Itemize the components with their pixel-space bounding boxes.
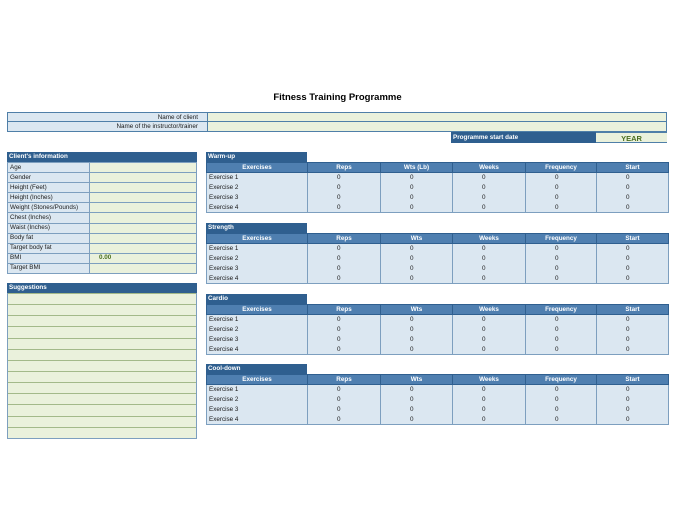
weeks-cell[interactable]: 0 (453, 415, 526, 425)
client-info-value-input[interactable] (90, 173, 197, 183)
column-header-reps: Reps (308, 305, 381, 315)
frequency-cell[interactable]: 0 (526, 274, 597, 284)
weeks-cell[interactable]: 0 (453, 335, 526, 345)
client-info-row (8, 253, 197, 263)
programme-start-label: Programme start date (451, 132, 596, 143)
column-header-frequency: Frequency (526, 375, 597, 385)
frequency-cell[interactable]: 0 (526, 335, 597, 345)
reps-cell[interactable]: 0 (308, 173, 381, 183)
strength-table (206, 233, 669, 284)
client-info-label: Height (Feet) (8, 183, 90, 193)
column-header-exercise: Exercises (207, 234, 308, 244)
frequency-cell[interactable]: 0 (526, 183, 597, 193)
suggestion-line-input[interactable] (8, 360, 196, 371)
weeks-cell[interactable]: 0 (453, 405, 526, 415)
frequency-cell[interactable]: 0 (526, 203, 597, 213)
exercise-name-cell[interactable]: Exercise 2 (207, 254, 308, 264)
start-cell[interactable]: 0 (597, 183, 669, 193)
exercise-name-cell[interactable]: Exercise 2 (207, 395, 308, 405)
frequency-cell[interactable]: 0 (526, 345, 597, 355)
frequency-cell[interactable]: 0 (526, 415, 597, 425)
suggestion-line-input[interactable] (8, 416, 196, 427)
reps-cell[interactable]: 0 (308, 345, 381, 355)
exercise-name-cell[interactable]: Exercise 1 (207, 315, 308, 325)
column-header-exercise: Exercises (207, 305, 308, 315)
client-info-label: Gender (8, 173, 90, 183)
weeks-cell[interactable]: 0 (453, 395, 526, 405)
table-row (207, 315, 669, 325)
client-info-value-input[interactable]: 0.00 (90, 253, 197, 263)
weeks-cell[interactable]: 0 (453, 345, 526, 355)
suggestion-line-input[interactable] (8, 427, 196, 438)
column-header-weeks: Weeks (453, 305, 526, 315)
column-header-start: Start (597, 234, 669, 244)
wts-cell[interactable]: 0 (381, 385, 453, 395)
client-info-row (8, 213, 197, 223)
cool-down-table (206, 374, 669, 425)
weeks-cell[interactable]: 0 (453, 385, 526, 395)
wts-cell[interactable]: 0 (381, 274, 453, 284)
client-name-row (7, 112, 667, 122)
client-info-value-input[interactable] (90, 163, 197, 173)
start-cell[interactable]: 0 (597, 325, 669, 335)
start-cell[interactable]: 0 (597, 315, 669, 325)
reps-cell[interactable]: 0 (308, 274, 381, 284)
table-row (207, 173, 669, 183)
client-name-input[interactable] (208, 113, 666, 121)
reps-cell[interactable]: 0 (308, 315, 381, 325)
client-info-label: Waist (Inches) (8, 223, 90, 233)
client-info-label: Target body fat (8, 243, 90, 253)
column-header-reps: Reps (308, 234, 381, 244)
exercise-name-cell[interactable]: Exercise 3 (207, 405, 308, 415)
suggestion-line-input[interactable] (8, 371, 196, 382)
start-cell[interactable]: 0 (597, 264, 669, 274)
frequency-cell[interactable]: 0 (526, 315, 597, 325)
reps-cell[interactable]: 0 (308, 203, 381, 213)
client-info-value-input[interactable] (90, 263, 197, 273)
frequency-cell[interactable]: 0 (526, 254, 597, 264)
table-row (207, 193, 669, 203)
frequency-cell[interactable]: 0 (526, 244, 597, 254)
weeks-cell[interactable]: 0 (453, 325, 526, 335)
exercise-name-cell[interactable]: Exercise 3 (207, 335, 308, 345)
table-row (207, 385, 669, 395)
wts-cell[interactable]: 0 (381, 244, 453, 254)
client-info-row (8, 183, 197, 193)
client-info-row (8, 263, 197, 273)
table-row (207, 325, 669, 335)
column-header-reps: Reps (308, 163, 381, 173)
table-row (207, 274, 669, 284)
start-cell[interactable]: 0 (597, 345, 669, 355)
column-header-start: Start (597, 163, 669, 173)
table-row (207, 254, 669, 264)
start-cell[interactable]: 0 (597, 405, 669, 415)
suggestion-line-input[interactable] (8, 393, 196, 404)
weeks-cell[interactable]: 0 (453, 254, 526, 264)
exercise-name-cell[interactable]: Exercise 1 (207, 385, 308, 395)
suggestion-line-input[interactable] (8, 315, 196, 326)
cool-down-heading: Cool-down (206, 364, 307, 374)
suggestion-line-input[interactable] (8, 326, 196, 337)
weeks-cell[interactable]: 0 (453, 264, 526, 274)
client-info-label: BMI (8, 253, 90, 263)
instructor-name-input[interactable] (208, 122, 666, 131)
suggestion-line-input[interactable] (8, 404, 196, 415)
reps-cell[interactable]: 0 (308, 254, 381, 264)
wts-cell[interactable]: 0 (381, 395, 453, 405)
column-header-wts: Wts (381, 234, 453, 244)
reps-cell[interactable]: 0 (308, 415, 381, 425)
wts-cell[interactable]: 0 (381, 315, 453, 325)
start-cell[interactable]: 0 (597, 173, 669, 183)
reps-cell[interactable]: 0 (308, 395, 381, 405)
client-info-value-input[interactable] (90, 233, 197, 243)
reps-cell[interactable]: 0 (308, 264, 381, 274)
start-cell[interactable]: 0 (597, 244, 669, 254)
client-info-value-input[interactable] (90, 183, 197, 193)
instructor-name-label: Name of the instructor/trainer (8, 122, 208, 131)
start-cell[interactable]: 0 (597, 254, 669, 264)
frequency-cell[interactable]: 0 (526, 395, 597, 405)
weeks-cell[interactable]: 0 (453, 274, 526, 284)
client-info-table (7, 162, 197, 274)
page-title: Fitness Training Programme (273, 92, 402, 103)
wts-cell[interactable]: 0 (381, 345, 453, 355)
exercise-name-cell[interactable]: Exercise 1 (207, 244, 308, 254)
client-info-label: Target BMI (8, 263, 90, 273)
programme-start-year-input[interactable]: YEAR (596, 132, 667, 143)
warm-up-heading: Warm-up (206, 152, 307, 162)
wts-cell[interactable]: 0 (381, 203, 453, 213)
table-row (207, 244, 669, 254)
wts-cell[interactable]: 0 (381, 415, 453, 425)
client-info-row (8, 223, 197, 233)
wts-cell[interactable]: 0 (381, 264, 453, 274)
reps-cell[interactable]: 0 (308, 244, 381, 254)
exercise-name-cell[interactable]: Exercise 4 (207, 274, 308, 284)
reps-cell[interactable]: 0 (308, 385, 381, 395)
client-info-row (8, 243, 197, 253)
column-header-frequency: Frequency (526, 163, 597, 173)
exercise-name-cell[interactable]: Exercise 3 (207, 193, 308, 203)
client-info-label: Chest (Inches) (8, 213, 90, 223)
client-info-label: Weight (Stones/Pounds) (8, 203, 90, 213)
client-info-row (8, 203, 197, 213)
suggestion-line-input[interactable] (8, 382, 196, 393)
cardio-table (206, 304, 669, 355)
exercise-name-cell[interactable]: Exercise 4 (207, 203, 308, 213)
start-cell[interactable]: 0 (597, 385, 669, 395)
exercise-name-cell[interactable]: Exercise 2 (207, 325, 308, 335)
column-header-weeks: Weeks (453, 163, 526, 173)
wts-cell[interactable]: 0 (381, 335, 453, 345)
warm-up-table (206, 162, 669, 213)
wts-cell[interactable]: 0 (381, 405, 453, 415)
column-header-frequency: Frequency (526, 305, 597, 315)
strength-heading: Strength (206, 223, 307, 233)
table-row (207, 203, 669, 213)
wts-cell[interactable]: 0 (381, 183, 453, 193)
start-cell[interactable]: 0 (597, 335, 669, 345)
table-row (207, 345, 669, 355)
wts-cell[interactable]: 0 (381, 254, 453, 264)
client-info-row (8, 233, 197, 243)
table-row (207, 395, 669, 405)
column-header-exercise: Exercises (207, 163, 308, 173)
exercise-name-cell[interactable]: Exercise 4 (207, 345, 308, 355)
client-name-label: Name of client (8, 113, 208, 121)
table-row (207, 335, 669, 345)
start-cell[interactable]: 0 (597, 203, 669, 213)
weeks-cell[interactable]: 0 (453, 315, 526, 325)
client-info-value-input[interactable] (90, 223, 197, 233)
exercise-name-cell[interactable]: Exercise 4 (207, 415, 308, 425)
client-info-row (8, 193, 197, 203)
exercise-name-cell[interactable]: Exercise 1 (207, 173, 308, 183)
table-row (207, 183, 669, 193)
table-row (207, 264, 669, 274)
weeks-cell[interactable]: 0 (453, 203, 526, 213)
start-cell[interactable]: 0 (597, 415, 669, 425)
start-cell[interactable]: 0 (597, 193, 669, 203)
frequency-cell[interactable]: 0 (526, 173, 597, 183)
suggestion-line-input[interactable] (8, 304, 196, 315)
reps-cell[interactable]: 0 (308, 193, 381, 203)
client-info-value-input[interactable] (90, 203, 197, 213)
client-info-value-input[interactable] (90, 193, 197, 203)
cardio-heading: Cardio (206, 294, 307, 304)
instructor-name-row (7, 122, 667, 132)
reps-cell[interactable]: 0 (308, 335, 381, 345)
exercise-name-cell[interactable]: Exercise 3 (207, 264, 308, 274)
frequency-cell[interactable]: 0 (526, 405, 597, 415)
client-info-label: Height (Inches) (8, 193, 90, 203)
column-header-weeks: Weeks (453, 375, 526, 385)
exercise-name-cell[interactable]: Exercise 2 (207, 183, 308, 193)
wts-cell[interactable]: 0 (381, 173, 453, 183)
frequency-cell[interactable]: 0 (526, 325, 597, 335)
column-header-wts: Wts (381, 375, 453, 385)
wts-cell[interactable]: 0 (381, 325, 453, 335)
client-info-label: Body fat (8, 233, 90, 243)
start-cell[interactable]: 0 (597, 274, 669, 284)
column-header-start: Start (597, 305, 669, 315)
client-info-heading-fill (89, 152, 197, 162)
client-info-row (8, 163, 197, 173)
client-info-label: Age (8, 163, 90, 173)
weeks-cell[interactable]: 0 (453, 193, 526, 203)
client-info-value-input[interactable] (90, 213, 197, 223)
frequency-cell[interactable]: 0 (526, 264, 597, 274)
column-header-exercise: Exercises (207, 375, 308, 385)
suggestions-heading: Suggestions (7, 283, 197, 293)
suggestions-box (7, 293, 197, 439)
column-header-reps: Reps (308, 375, 381, 385)
table-row (207, 405, 669, 415)
suggestion-line-input[interactable] (8, 293, 196, 304)
suggestion-line-input[interactable] (8, 349, 196, 360)
weeks-cell[interactable]: 0 (453, 183, 526, 193)
weeks-cell[interactable]: 0 (453, 244, 526, 254)
frequency-cell[interactable]: 0 (526, 193, 597, 203)
table-row (207, 415, 669, 425)
reps-cell[interactable]: 0 (308, 405, 381, 415)
reps-cell[interactable]: 0 (308, 325, 381, 335)
client-info-heading: Client's information (7, 152, 89, 162)
column-header-wts: Wts (Lb) (381, 163, 453, 173)
wts-cell[interactable]: 0 (381, 193, 453, 203)
column-header-frequency: Frequency (526, 234, 597, 244)
column-header-start: Start (597, 375, 669, 385)
client-info-value-input[interactable] (90, 243, 197, 253)
weeks-cell[interactable]: 0 (453, 173, 526, 183)
column-header-weeks: Weeks (453, 234, 526, 244)
suggestion-line-input[interactable] (8, 338, 196, 349)
column-header-wts: Wts (381, 305, 453, 315)
reps-cell[interactable]: 0 (308, 183, 381, 193)
start-cell[interactable]: 0 (597, 395, 669, 405)
client-info-row (8, 173, 197, 183)
frequency-cell[interactable]: 0 (526, 385, 597, 395)
